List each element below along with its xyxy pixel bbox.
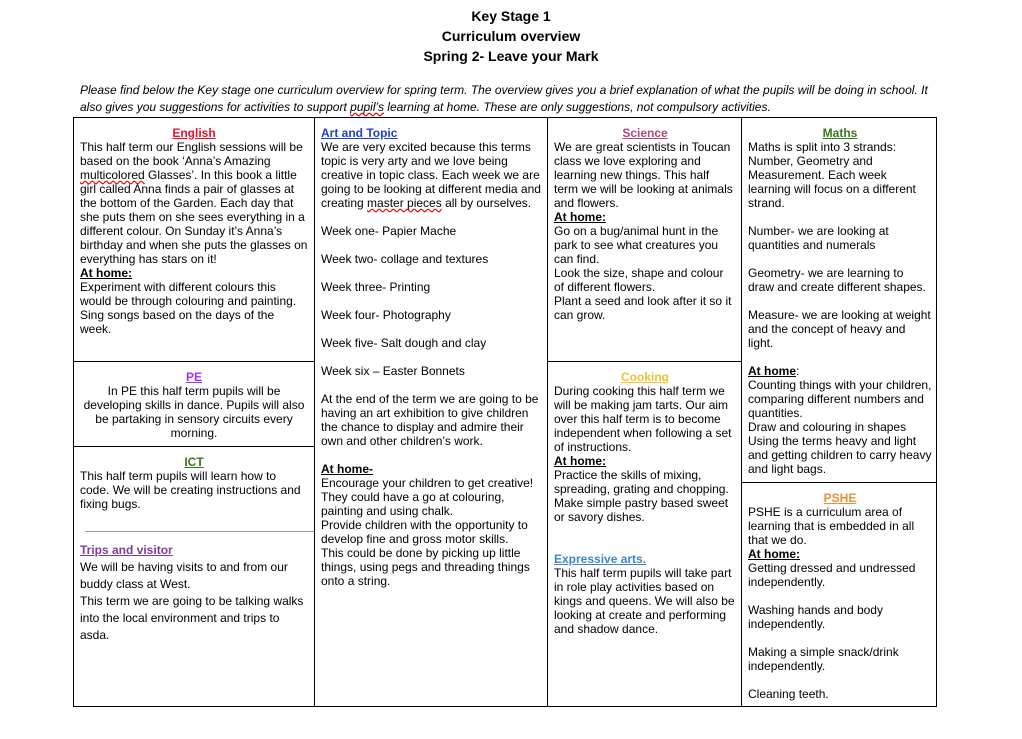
intro-text-1: Please find below the Key stage one curriculum overview for spring term. The overview gives you a brief explanation of what the pupils will be doing in school. It also gives you suggestions for activities to support: [80, 83, 928, 114]
maths-at-home-line: At home:: [748, 364, 800, 378]
maths-number: Number- we are looking at quantities and numerals: [748, 224, 889, 252]
art-heading: Art and Topic: [321, 126, 398, 140]
maths-measure: Measure- we are looking at weight and the concept of heavy and light.: [748, 308, 931, 350]
row-divider: [741, 482, 937, 483]
science-text: We are great scientists in Toucan class we love exploring and learning new things. This half term we will be looking at animals and flowers.: [554, 140, 733, 210]
row-divider: [547, 361, 742, 362]
pshe-home-1: Getting dressed and undressed independently.: [748, 561, 916, 589]
trips-heading: Trips and visitor: [80, 543, 173, 557]
science-at-home-label: At home:: [554, 210, 606, 224]
cooking-cell: [554, 370, 736, 524]
art-week-6: Week six – Easter Bonnets: [321, 364, 465, 378]
cooking-home-text: Practice the skills of mixing, spreading, grating and chopping. Make simple pastry based sweet or savory dishes.: [554, 468, 729, 524]
cooking-heading: Cooking: [621, 370, 669, 384]
science-heading: Science: [622, 126, 668, 140]
science-cell: [554, 126, 736, 322]
cooking-text: During cooking this half term we will be making jam tarts. Our aim over this half term is to become independent when following a set of instructions.: [554, 384, 732, 454]
pe-cell: [80, 370, 308, 440]
art-week-5: Week five- Salt dough and clay: [321, 336, 487, 350]
row-divider: [73, 361, 315, 362]
ict-text: This half term pupils will learn how to code. We will be creating instructions and fixing bugs.: [80, 469, 301, 511]
trips-text-2: This term we are going to be talking walks into the local environment and trips to asda.: [80, 594, 304, 642]
column-divider: [547, 117, 548, 707]
cooking-at-home-label: At home:: [554, 454, 606, 468]
english-cell: [80, 126, 308, 336]
pshe-at-home-label: At home:: [748, 547, 800, 561]
art-week-3: Week three- Printing: [321, 280, 431, 294]
english-home-text: Experiment with different colours this would be through colouring and painting. Sing songs based on the days of the week.: [80, 280, 297, 336]
ict-cell: [80, 455, 308, 511]
science-home-3: Plant a seed and look after it so it can grow.: [554, 294, 732, 322]
trips-cell: [80, 542, 308, 644]
expressive-heading: Expressive arts.: [554, 552, 647, 566]
pshe-home-3: Making a simple snack/drink independently.: [748, 645, 899, 673]
art-flagged-word: master pieces: [367, 196, 442, 210]
title-key-stage: Key Stage 1: [471, 8, 551, 24]
pe-text: In PE this half term pupils will be developing skills in dance. Pupils will also be partaking in sensory circuits every morning.: [83, 384, 305, 440]
art-text: We are very excited because this terms topic is very arty and we love being creative in topic class. Each week we are going to be looking at different media and creating master pieces all by ourselves.: [321, 140, 541, 210]
art-week-4: Week four- Photography: [321, 308, 451, 322]
intro-flagged-word: pupil’s: [350, 100, 384, 114]
pshe-home-4: Cleaning teeth.: [748, 687, 829, 701]
art-at-home-label: At home-: [321, 462, 373, 476]
art-cell: [321, 126, 543, 588]
art-week-2: Week two- collage and textures: [321, 252, 489, 266]
maths-heading: Maths: [822, 126, 858, 140]
pe-heading: PE: [185, 370, 202, 384]
title-term: Spring 2- Leave your Mark: [423, 48, 599, 64]
maths-intro: Maths is split into 3 strands: Number, Geometry and Measurement. Each week learning will focus on a different strand.: [748, 140, 916, 210]
art-week-1: Week one- Papier Mache: [321, 224, 457, 238]
row-divider-light: [85, 531, 314, 532]
maths-at-home-label: At home: [748, 364, 796, 378]
maths-cell: [748, 126, 932, 476]
maths-home-1: Counting things with your children, comparing different numbers and quantities.: [748, 378, 932, 420]
art-home-3: This could be done by picking up little things, using pegs and threading things onto a string.: [321, 546, 530, 588]
art-exhibition: At the end of the term we are going to be having an art exhibition to give children the chance to display and admire their own and other children’s work.: [321, 392, 539, 448]
english-heading: English: [172, 126, 216, 140]
trips-text-1: We will be having visits to and from our buddy class at West.: [80, 560, 288, 591]
ict-heading: ICT: [184, 455, 204, 469]
column-divider: [741, 117, 742, 707]
english-flagged-word: multicolored: [80, 168, 145, 182]
pshe-text: PSHE is a curriculum area of learning that is embedded in all that we do.: [748, 505, 915, 547]
maths-geometry: Geometry- we are learning to draw and create different shapes.: [748, 266, 926, 294]
pshe-home-2: Washing hands and body independently.: [748, 603, 883, 631]
pshe-heading: PSHE: [823, 491, 857, 505]
intro-paragraph: [80, 82, 940, 116]
expressive-text: This half term pupils will take part in role play activities based on kings and queens. We will also be looking at create and performing and shadow dance.: [554, 566, 735, 636]
title-curriculum-overview: Curriculum overview: [441, 28, 581, 44]
column-divider: [314, 117, 315, 707]
maths-home-3: Using the terms heavy and light and getting children to carry heavy and light bags.: [748, 434, 932, 476]
maths-home-2: Draw and colouring in shapes: [748, 420, 907, 434]
art-home-2: Provide children with the opportunity to develop fine and gross motor skills.: [321, 518, 528, 546]
english-at-home-label: At home:: [80, 266, 132, 280]
science-home-2: Look the size, shape and colour of different flowers.: [554, 266, 724, 294]
english-text: This half term our English sessions will be based on the book ‘Anna’s Amazing multicolored Glasses’. In this book a little girl called Anna finds a pair of glasses at the bottom of the Garden. Each day that she puts them on she sees everything in a different colour. On Sunday it’s Anna’s birthday and when she puts the glasses on everything has stars on it!: [80, 140, 308, 266]
pshe-cell: [748, 491, 932, 701]
intro-text-2: learning at home. These are only suggestions, not compulsory activities.: [383, 100, 771, 114]
art-home-1: Encourage your children to get creative! They could have a go at colouring, painting and using chalk.: [321, 476, 534, 518]
expressive-cell: [554, 552, 736, 636]
row-divider: [73, 446, 315, 447]
science-home-1: Go on a bug/animal hunt in the park to see what creatures you can find.: [554, 224, 719, 266]
